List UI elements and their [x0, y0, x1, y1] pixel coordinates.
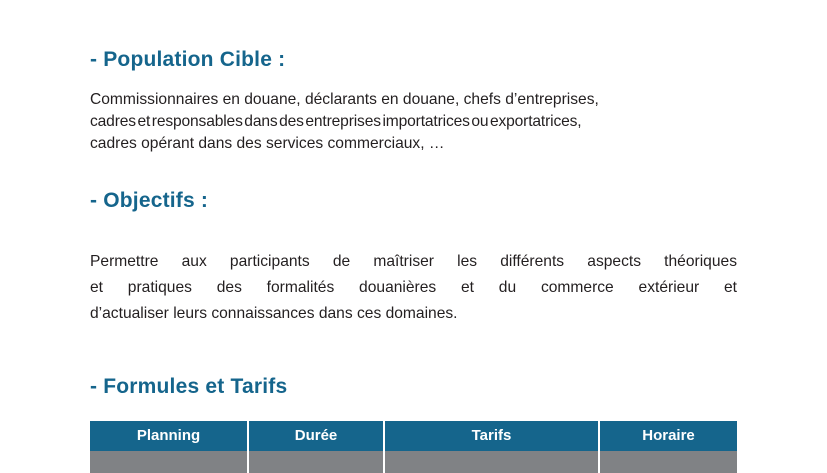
- section-heading-population-cible: - Population Cible :: [90, 48, 286, 71]
- table-header-duree: Durée: [248, 421, 384, 451]
- table-header-horaire: Horaire: [599, 421, 737, 451]
- table-cell: [90, 451, 248, 473]
- table-row: [90, 451, 737, 473]
- paragraph-line: cadres opérant dans des services commerciaux, …: [90, 135, 445, 152]
- paragraph-line: et pratiques des formalités douanières et du commerce extérieur et: [90, 278, 737, 296]
- table-cell: [599, 451, 737, 473]
- section-heading-formules-et-tarifs: - Formules et Tarifs: [90, 375, 288, 399]
- tarifs-table: [90, 421, 737, 473]
- paragraph-line: d’actualiser leurs connaissances dans ces domaines.: [90, 304, 458, 322]
- table-cell: [248, 451, 384, 473]
- paragraph-line: Permettre aux participants de maîtriser les différents aspects théoriques: [90, 252, 737, 270]
- paragraph-objectifs: [90, 229, 737, 327]
- paragraph-population-cible: [90, 72, 737, 155]
- table-cell: [384, 451, 599, 473]
- table-header-planning: Planning: [90, 421, 248, 451]
- table-header-tarifs: Tarifs: [384, 421, 599, 451]
- table-header-row: [90, 421, 737, 451]
- paragraph-line: Commissionnaires en douane, déclarants en douane, chefs d’entreprises,: [90, 91, 599, 108]
- section-heading-objectifs: - Objectifs :: [90, 189, 209, 212]
- paragraph-line: cadres et responsables dans des entreprises importatrices ou exportatrices,: [90, 113, 582, 130]
